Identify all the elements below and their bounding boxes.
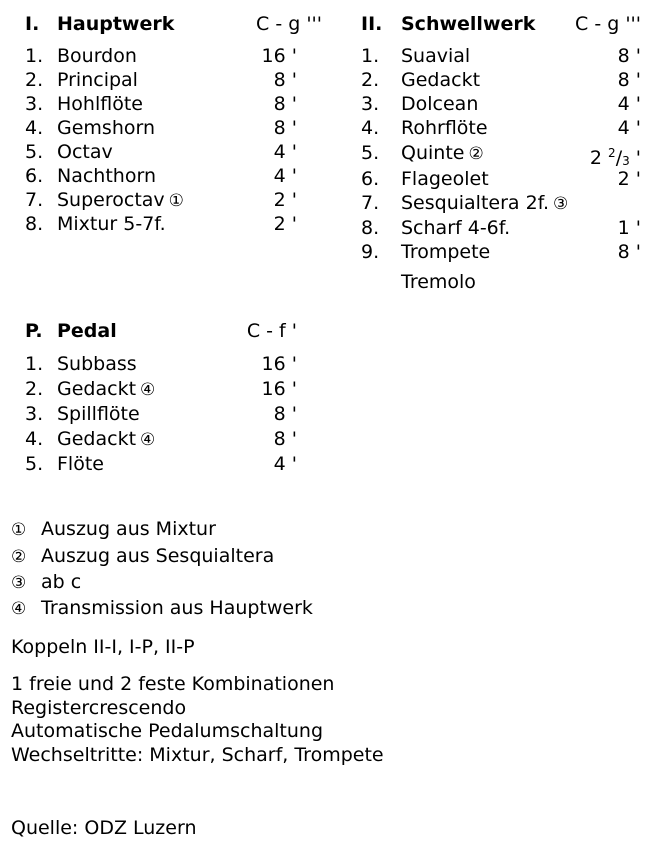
stop-name-text: Flageolet bbox=[401, 168, 489, 190]
stop-number: 1. bbox=[361, 45, 380, 67]
stop-name-text: Octav bbox=[57, 141, 113, 163]
stop-row bbox=[25, 188, 297, 212]
stop-size: 8 ' bbox=[273, 428, 297, 450]
division-roman-numeral: P. bbox=[25, 320, 43, 342]
division-header bbox=[361, 13, 536, 35]
stop-number: 1. bbox=[25, 353, 44, 375]
accessory-line: Registercrescendo bbox=[11, 696, 187, 719]
stop-number: 2. bbox=[361, 69, 380, 91]
stop-number: 6. bbox=[361, 168, 380, 190]
division-roman-numeral: I. bbox=[25, 13, 40, 35]
stop-number: 1. bbox=[25, 45, 44, 67]
stop-name bbox=[401, 167, 489, 191]
stop-size: 2 ' bbox=[273, 189, 297, 211]
stop-name-text: Scharf 4-6f. bbox=[401, 217, 511, 239]
stop-name-text: Hohlflöte bbox=[57, 93, 143, 115]
stop-row bbox=[25, 377, 297, 401]
footnote-text: Transmission aus Hauptwerk bbox=[41, 597, 313, 619]
stop-size: 16 ' bbox=[261, 353, 297, 375]
stop-size: 8 ' bbox=[273, 93, 297, 115]
stop-name bbox=[57, 402, 140, 426]
accessory-line: Wechseltritte: Mixtur, Scharf, Trompete bbox=[11, 743, 384, 766]
stop-name-text: Gedackt bbox=[57, 378, 137, 400]
stop-row bbox=[25, 164, 297, 188]
stop-row bbox=[361, 92, 641, 116]
stop-row bbox=[361, 141, 641, 169]
stop-name bbox=[401, 191, 568, 216]
stop-row bbox=[361, 44, 641, 68]
division-header bbox=[25, 13, 175, 35]
division-title: Hauptwerk bbox=[57, 13, 175, 35]
stop-size: 4 ' bbox=[273, 141, 297, 163]
stop-number: 2. bbox=[25, 378, 44, 400]
stop-name bbox=[57, 452, 104, 476]
footnote-row bbox=[11, 569, 81, 596]
stop-name bbox=[57, 164, 156, 188]
division-title: Pedal bbox=[57, 320, 117, 342]
footnote-marker: ① bbox=[168, 191, 184, 211]
size-numerator: 2 bbox=[608, 146, 616, 160]
stop-name-text: Superoctav bbox=[57, 189, 165, 211]
stop-row bbox=[361, 68, 641, 92]
stop-size: 4 ' bbox=[273, 165, 297, 187]
stop-size: 16 ' bbox=[261, 378, 297, 400]
stop-name-text: Quinte bbox=[401, 142, 465, 164]
accessory-line: 1 freie und 2 feste Kombinationen bbox=[11, 673, 335, 695]
stop-size: 8 ' bbox=[617, 45, 641, 67]
size-denominator: 3 bbox=[622, 154, 630, 168]
stop-name bbox=[57, 68, 138, 92]
stop-row bbox=[25, 44, 297, 68]
footnote-row bbox=[11, 543, 274, 570]
stop-row bbox=[25, 452, 297, 476]
stop-name bbox=[57, 44, 137, 68]
stop-number: 3. bbox=[361, 93, 380, 115]
size-tail: ' bbox=[629, 147, 641, 169]
stop-size: 1 ' bbox=[617, 217, 641, 239]
stop-name bbox=[401, 141, 484, 166]
stop-name-text: Flöte bbox=[57, 453, 104, 475]
stop-name bbox=[401, 216, 510, 240]
stop-row bbox=[361, 167, 641, 191]
stop-name bbox=[401, 68, 480, 92]
stop-number: 4. bbox=[361, 117, 380, 139]
footnote-marker: ④ bbox=[140, 380, 156, 400]
stop-name bbox=[57, 212, 166, 236]
stop-row bbox=[25, 116, 297, 140]
stop-size: 8 ' bbox=[273, 403, 297, 425]
stop-row bbox=[25, 212, 297, 236]
footnote-marker: ② bbox=[468, 144, 484, 164]
stop-size: 8 ' bbox=[273, 117, 297, 139]
stop-name bbox=[57, 188, 184, 213]
stop-name-text: Subbass bbox=[57, 353, 137, 375]
footnote-marker: ③ bbox=[553, 194, 569, 214]
footnote-text: Auszug aus Sesquialtera bbox=[41, 545, 275, 567]
stop-name-text: Spillflöte bbox=[57, 403, 140, 425]
stop-row bbox=[361, 116, 641, 140]
stop-number: 3. bbox=[25, 93, 44, 115]
division-roman-numeral: II. bbox=[361, 13, 383, 35]
stop-name bbox=[57, 352, 137, 376]
division-title: Schwellwerk bbox=[401, 13, 536, 35]
stop-row bbox=[25, 92, 297, 116]
stop-size: 4 ' bbox=[273, 453, 297, 475]
stop-size: 16 ' bbox=[261, 45, 297, 67]
footnote-symbol: ④ bbox=[11, 599, 27, 619]
stop-number: 5. bbox=[361, 142, 380, 164]
stop-row bbox=[25, 402, 297, 426]
stop-row bbox=[361, 191, 641, 215]
accessory-line: Automatische Pedalumschaltung bbox=[11, 720, 324, 742]
stop-name-text: Sesquialtera 2f. bbox=[401, 192, 550, 214]
stop-name-text: Bourdon bbox=[57, 45, 137, 67]
stop-name bbox=[57, 427, 155, 452]
division-header bbox=[25, 320, 117, 342]
footnote-symbol: ① bbox=[11, 520, 27, 540]
stop-number: 6. bbox=[25, 165, 44, 187]
stop-number: 3. bbox=[25, 403, 44, 425]
stop-number: 2. bbox=[25, 69, 44, 91]
stop-name-text: Nachthorn bbox=[57, 165, 156, 187]
stop-size: 2 ' bbox=[617, 168, 641, 190]
stop-name bbox=[57, 377, 155, 402]
stop-name-text: Principal bbox=[57, 69, 138, 91]
stop-name bbox=[57, 140, 113, 164]
stop-size: 4 ' bbox=[617, 117, 641, 139]
footnote-row bbox=[11, 516, 216, 543]
stop-name-text: Gedackt bbox=[401, 69, 481, 91]
footnote-text: ab c bbox=[41, 571, 82, 593]
stop-name bbox=[57, 116, 155, 140]
stop-size: 8 ' bbox=[617, 69, 641, 91]
stop-row bbox=[25, 140, 297, 164]
stop-name bbox=[401, 44, 470, 68]
stop-name-text: Trompete bbox=[401, 241, 491, 263]
stop-size: 2 ' bbox=[273, 213, 297, 235]
source-text: Quelle: ODZ Luzern bbox=[11, 817, 197, 839]
stop-number: 7. bbox=[25, 189, 44, 211]
stop-name-text: Gedackt bbox=[57, 428, 137, 450]
footnote-symbol: ③ bbox=[11, 573, 27, 593]
stop-number: 9. bbox=[361, 241, 380, 263]
compass-range: C - g ''' bbox=[256, 13, 322, 35]
stop-name-text: Mixtur 5-7f. bbox=[57, 213, 166, 235]
stop-size: 8 ' bbox=[273, 69, 297, 91]
stop-name bbox=[401, 92, 478, 116]
stop-row bbox=[25, 352, 297, 376]
stop-name bbox=[57, 92, 143, 116]
stop-row bbox=[361, 240, 641, 264]
stop-size: 4 ' bbox=[617, 93, 641, 115]
tremolo-label: Tremolo bbox=[401, 271, 476, 293]
stop-number: 5. bbox=[25, 141, 44, 163]
stop-name-text: Dolcean bbox=[401, 93, 479, 115]
stop-number: 8. bbox=[25, 213, 44, 235]
stop-row bbox=[361, 216, 641, 240]
stop-name bbox=[401, 116, 488, 140]
compass-range: C - f ' bbox=[246, 320, 297, 342]
stop-row bbox=[25, 68, 297, 92]
size-whole: 2 bbox=[589, 147, 602, 169]
stop-size-fraction: 2 $^2/_3$ ' bbox=[589, 146, 641, 169]
footnote-row bbox=[11, 595, 313, 622]
stop-row bbox=[25, 427, 297, 451]
stop-number: 8. bbox=[361, 217, 380, 239]
stop-name-text: Rohrflöte bbox=[401, 117, 488, 139]
couplers-text: Koppeln II-I, I-P, II-P bbox=[11, 636, 195, 658]
compass-range: C - g ''' bbox=[575, 13, 641, 35]
footnote-text: Auszug aus Mixtur bbox=[41, 518, 216, 540]
stop-name-text: Gemshorn bbox=[57, 117, 156, 139]
stop-size: 8 ' bbox=[617, 241, 641, 263]
stop-name-text: Suavial bbox=[401, 45, 471, 67]
stop-number: 4. bbox=[25, 428, 44, 450]
stop-name bbox=[401, 240, 490, 264]
stop-number: 5. bbox=[25, 453, 44, 475]
footnote-marker: ④ bbox=[140, 430, 156, 450]
stop-number: 4. bbox=[25, 117, 44, 139]
stop-number: 7. bbox=[361, 192, 380, 214]
footnote-symbol: ② bbox=[11, 547, 27, 567]
